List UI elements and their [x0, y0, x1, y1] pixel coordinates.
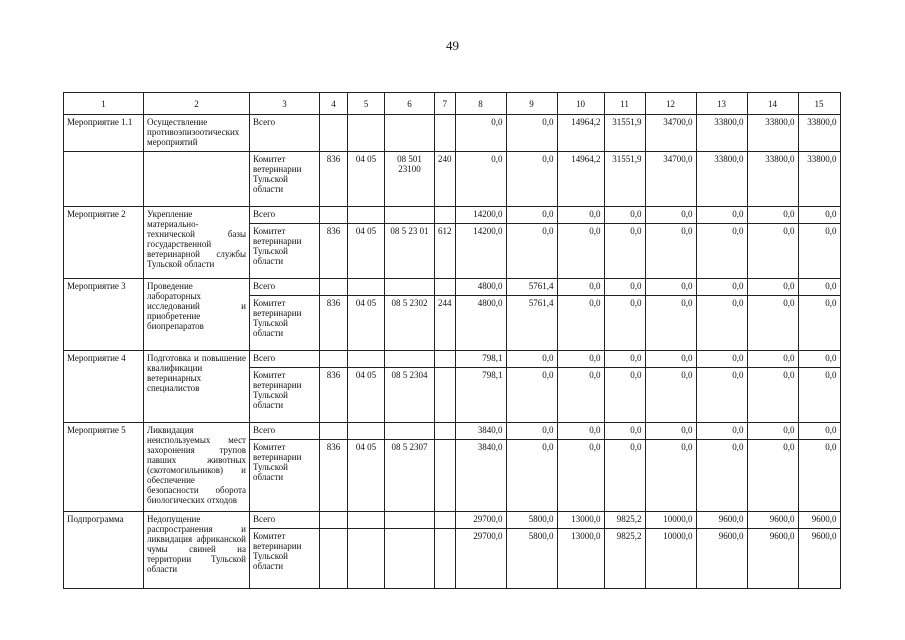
- target-article: [385, 207, 435, 224]
- funding-source: Комитет ветеринарии Тульской области: [250, 296, 320, 351]
- target-article: [385, 351, 435, 368]
- amount-cell: 9825,2: [604, 529, 645, 589]
- amount-cell: 33800,0: [747, 115, 798, 152]
- expense-type: [435, 115, 456, 152]
- section-code: [348, 279, 385, 296]
- target-article: [385, 279, 435, 296]
- expense-type: [435, 529, 456, 589]
- column-header: 11: [604, 93, 645, 115]
- amount-cell: 0,0: [696, 440, 747, 512]
- amount-cell: 13000,0: [557, 529, 604, 589]
- expense-type: [435, 368, 456, 423]
- ministry-code: [320, 115, 348, 152]
- section-code: [348, 529, 385, 589]
- table-row: [64, 512, 841, 529]
- target-article: [385, 529, 435, 589]
- amount-cell: 0,0: [747, 279, 798, 296]
- ministry-code: [320, 512, 348, 529]
- section-code: [348, 512, 385, 529]
- target-article: [385, 423, 435, 440]
- target-article: 08 5 2304: [385, 368, 435, 423]
- section-code: [348, 207, 385, 224]
- expense-type: 612: [435, 224, 456, 279]
- section-code: 04 05: [348, 152, 385, 207]
- ministry-code: [320, 351, 348, 368]
- target-article: [385, 115, 435, 152]
- amount-cell: 0,0: [747, 368, 798, 423]
- section-code: 04 05: [348, 224, 385, 279]
- amount-cell: 0,0: [747, 224, 798, 279]
- activity-description-empty: [144, 152, 250, 207]
- funding-source: Всего: [250, 115, 320, 152]
- ministry-code: [320, 529, 348, 589]
- amount-cell: 0,0: [696, 207, 747, 224]
- funding-source: Комитет ветеринарии Тульской области: [250, 152, 320, 207]
- amount-cell: 0,0: [798, 423, 840, 440]
- amount-cell: 0,0: [455, 152, 506, 207]
- amount-cell: 0,0: [604, 423, 645, 440]
- amount-cell: 0,0: [557, 279, 604, 296]
- activity-label: Мероприятие 2: [64, 207, 144, 279]
- amount-cell: 0,0: [798, 207, 840, 224]
- activity-label: Мероприятие 3: [64, 279, 144, 351]
- activity-label: Мероприятие 5: [64, 423, 144, 512]
- amount-cell: 31551,9: [604, 115, 645, 152]
- column-header: 7: [435, 93, 456, 115]
- column-header: 2: [144, 93, 250, 115]
- amount-cell: 0,0: [696, 351, 747, 368]
- amount-cell: 0,0: [506, 224, 557, 279]
- amount-cell: 0,0: [747, 207, 798, 224]
- amount-cell: 9825,2: [604, 512, 645, 529]
- amount-cell: 33800,0: [747, 152, 798, 207]
- amount-cell: 14200,0: [455, 207, 506, 224]
- amount-cell: 14964,2: [557, 115, 604, 152]
- table-row: [64, 152, 841, 207]
- amount-cell: 0,0: [506, 423, 557, 440]
- column-header: 10: [557, 93, 604, 115]
- target-article: 08 501 23100: [385, 152, 435, 207]
- amount-cell: 0,0: [506, 207, 557, 224]
- column-header: 3: [250, 93, 320, 115]
- activity-description: Осуществление противоэпизоотических мероприятий: [144, 115, 250, 152]
- budget-table: [63, 92, 841, 589]
- amount-cell: 0,0: [645, 296, 696, 351]
- amount-cell: 4800,0: [455, 279, 506, 296]
- amount-cell: 5761,4: [506, 296, 557, 351]
- amount-cell: 798,1: [455, 368, 506, 423]
- ministry-code: 836: [320, 296, 348, 351]
- amount-cell: 0,0: [798, 440, 840, 512]
- amount-cell: 9600,0: [747, 512, 798, 529]
- amount-cell: 0,0: [557, 351, 604, 368]
- target-article: [385, 512, 435, 529]
- ministry-code: [320, 207, 348, 224]
- amount-cell: 0,0: [506, 368, 557, 423]
- amount-cell: 9600,0: [696, 512, 747, 529]
- amount-cell: 13000,0: [557, 512, 604, 529]
- activity-description: Проведение лабораторных исследований и приобретение биопрепаратов: [144, 279, 250, 351]
- page-number: 49: [446, 38, 459, 53]
- amount-cell: 0,0: [645, 351, 696, 368]
- section-code: [348, 115, 385, 152]
- table-row: [64, 423, 841, 440]
- amount-cell: 0,0: [604, 279, 645, 296]
- amount-cell: 0,0: [747, 351, 798, 368]
- amount-cell: 0,0: [506, 440, 557, 512]
- funding-source: Всего: [250, 512, 320, 529]
- column-header: 9: [506, 93, 557, 115]
- expense-type: [435, 279, 456, 296]
- funding-source: Всего: [250, 279, 320, 296]
- funding-source: Комитет ветеринарии Тульской области: [250, 224, 320, 279]
- amount-cell: 33800,0: [798, 152, 840, 207]
- amount-cell: 0,0: [747, 296, 798, 351]
- expense-type: [435, 440, 456, 512]
- funding-source: Всего: [250, 351, 320, 368]
- amount-cell: 0,0: [604, 440, 645, 512]
- section-code: [348, 423, 385, 440]
- amount-cell: 0,0: [557, 224, 604, 279]
- amount-cell: 0,0: [696, 224, 747, 279]
- amount-cell: 0,0: [604, 351, 645, 368]
- section-code: 04 05: [348, 296, 385, 351]
- activity-label: Мероприятие 1.1: [64, 115, 144, 152]
- amount-cell: 0,0: [557, 423, 604, 440]
- amount-cell: 0,0: [645, 440, 696, 512]
- expense-type: 244: [435, 296, 456, 351]
- expense-type: [435, 423, 456, 440]
- amount-cell: 5800,0: [506, 529, 557, 589]
- amount-cell: 14200,0: [455, 224, 506, 279]
- amount-cell: 0,0: [506, 351, 557, 368]
- amount-cell: 0,0: [506, 152, 557, 207]
- amount-cell: 0,0: [604, 296, 645, 351]
- amount-cell: 3840,0: [455, 440, 506, 512]
- table-row: [64, 351, 841, 368]
- funding-source: Комитет ветеринарии Тульской области: [250, 529, 320, 589]
- column-header: 14: [747, 93, 798, 115]
- amount-cell: 0,0: [645, 207, 696, 224]
- section-code: [348, 351, 385, 368]
- amount-cell: 0,0: [747, 423, 798, 440]
- amount-cell: 0,0: [604, 224, 645, 279]
- ministry-code: [320, 279, 348, 296]
- amount-cell: 4800,0: [455, 296, 506, 351]
- expense-type: 240: [435, 152, 456, 207]
- column-header: 1: [64, 93, 144, 115]
- amount-cell: 0,0: [696, 368, 747, 423]
- column-header: 13: [696, 93, 747, 115]
- amount-cell: 0,0: [798, 351, 840, 368]
- table-row: [64, 207, 841, 224]
- amount-cell: 9600,0: [696, 529, 747, 589]
- amount-cell: 5761,4: [506, 279, 557, 296]
- activity-description: Ликвидация неиспользуемых мест захоронения трупов павших животных (скотомогильников) и обеспечение безопасности оборота биологических отходов: [144, 423, 250, 512]
- table-body: [64, 115, 841, 589]
- amount-cell: 0,0: [645, 423, 696, 440]
- amount-cell: 0,0: [557, 207, 604, 224]
- section-code: 04 05: [348, 368, 385, 423]
- amount-cell: 0,0: [696, 296, 747, 351]
- column-header: 6: [385, 93, 435, 115]
- funding-source: Всего: [250, 423, 320, 440]
- amount-cell: 29700,0: [455, 512, 506, 529]
- amount-cell: 0,0: [557, 296, 604, 351]
- funding-source: Комитет ветеринарии Тульской области: [250, 440, 320, 512]
- amount-cell: 0,0: [557, 368, 604, 423]
- amount-cell: 33800,0: [798, 115, 840, 152]
- activity-description: Подготовка и повышение квалификации ветеринарных специалистов: [144, 351, 250, 423]
- target-article: 08 5 2302: [385, 296, 435, 351]
- amount-cell: 0,0: [604, 207, 645, 224]
- activity-label: Подпрограмма: [64, 512, 144, 589]
- amount-cell: 9600,0: [747, 529, 798, 589]
- column-header: 4: [320, 93, 348, 115]
- column-header: 8: [455, 93, 506, 115]
- amount-cell: 0,0: [645, 224, 696, 279]
- activity-description: Недопущение распространения и ликвидация африканской чумы свиней на территории Тульской области: [144, 512, 250, 589]
- expense-type: [435, 351, 456, 368]
- amount-cell: 3840,0: [455, 423, 506, 440]
- amount-cell: 33800,0: [696, 115, 747, 152]
- ministry-code: 836: [320, 368, 348, 423]
- table-row: [64, 115, 841, 152]
- target-article: 08 5 23 01: [385, 224, 435, 279]
- amount-cell: 0,0: [798, 368, 840, 423]
- column-header: 5: [348, 93, 385, 115]
- amount-cell: 9600,0: [798, 512, 840, 529]
- column-header: 15: [798, 93, 840, 115]
- amount-cell: 0,0: [604, 368, 645, 423]
- amount-cell: 14964,2: [557, 152, 604, 207]
- amount-cell: 0,0: [645, 279, 696, 296]
- funding-source: Всего: [250, 207, 320, 224]
- expense-type: [435, 512, 456, 529]
- amount-cell: 9600,0: [798, 529, 840, 589]
- funding-source: Комитет ветеринарии Тульской области: [250, 368, 320, 423]
- activity-label-empty: [64, 152, 144, 207]
- column-header: 12: [645, 93, 696, 115]
- ministry-code: 836: [320, 152, 348, 207]
- section-code: 04 05: [348, 440, 385, 512]
- amount-cell: 34700,0: [645, 152, 696, 207]
- target-article: 08 5 2307: [385, 440, 435, 512]
- amount-cell: 34700,0: [645, 115, 696, 152]
- amount-cell: 798,1: [455, 351, 506, 368]
- amount-cell: 0,0: [696, 279, 747, 296]
- amount-cell: 31551,9: [604, 152, 645, 207]
- amount-cell: 33800,0: [696, 152, 747, 207]
- table-row: [64, 279, 841, 296]
- ministry-code: [320, 423, 348, 440]
- amount-cell: 0,0: [557, 440, 604, 512]
- amount-cell: 0,0: [798, 279, 840, 296]
- header-row: [64, 93, 841, 115]
- amount-cell: 0,0: [645, 368, 696, 423]
- ministry-code: 836: [320, 440, 348, 512]
- amount-cell: 10000,0: [645, 512, 696, 529]
- activity-description: Укрепление материально-технической базы государственной ветеринарной службы Тульской области: [144, 207, 250, 279]
- expense-type: [435, 207, 456, 224]
- amount-cell: 5800,0: [506, 512, 557, 529]
- amount-cell: 10000,0: [645, 529, 696, 589]
- amount-cell: 0,0: [455, 115, 506, 152]
- activity-label: Мероприятие 4: [64, 351, 144, 423]
- amount-cell: 0,0: [798, 296, 840, 351]
- amount-cell: 0,0: [506, 115, 557, 152]
- ministry-code: 836: [320, 224, 348, 279]
- amount-cell: 0,0: [798, 224, 840, 279]
- amount-cell: 29700,0: [455, 529, 506, 589]
- amount-cell: 0,0: [747, 440, 798, 512]
- amount-cell: 0,0: [696, 423, 747, 440]
